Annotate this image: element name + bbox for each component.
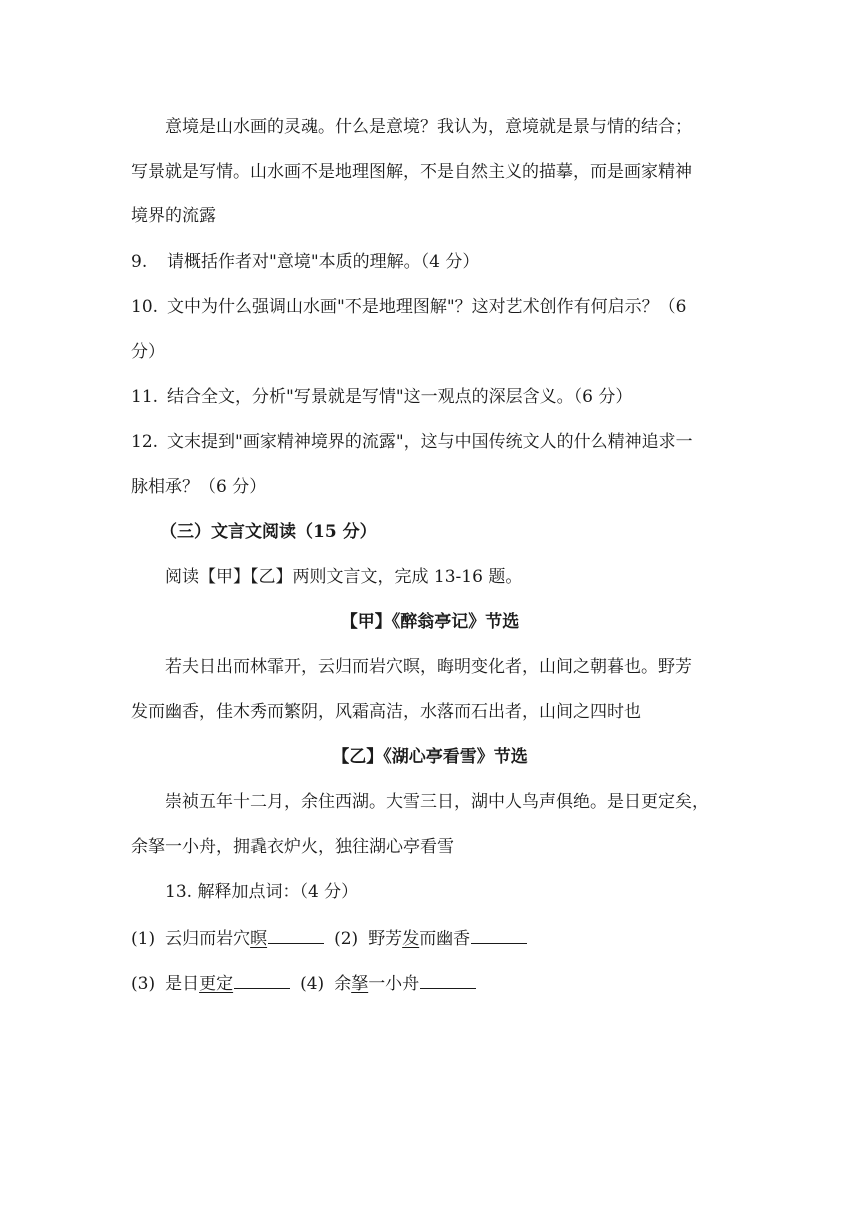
q13-item-1-number: (1): [131, 929, 156, 949]
passage-line-3: 境界的流露: [131, 206, 216, 226]
q13-item-3-answer-blank[interactable]: [234, 972, 290, 989]
section-3-heading: （三）文言文阅读（15 分）: [160, 522, 377, 542]
q13-item-4-after: 一小舟: [368, 974, 420, 994]
question-9: [131, 251, 479, 273]
text-yi-title: 【乙】《湖心亭看雪》节选: [332, 747, 528, 767]
q13-item-4-answer-blank[interactable]: [420, 972, 476, 989]
question-13-heading: 13. 解释加点词：（4 分）: [165, 882, 359, 902]
question-10-continued: 分）: [131, 342, 165, 362]
q13-item-3-before: 是日: [165, 974, 200, 994]
text-jia-line-1: 若夫日出而林霏开，云归而岩穴暝，晦明变化者，山间之朝暮也。野芳: [165, 657, 692, 677]
q13-item-1-answer-blank[interactable]: [268, 927, 324, 944]
q13-item-4-before: 余: [334, 974, 352, 994]
question-13-row-1: [131, 927, 527, 949]
question-9-text: 请概括作者对"意境"本质的理解。（4 分）: [167, 252, 480, 272]
question-11-number: 11.: [131, 387, 159, 407]
q13-item-2-after: 而幽香: [419, 929, 471, 949]
q13-item-2-before: 野芳: [368, 929, 403, 949]
passage-line-1: 意境是山水画的灵魂。什么是意境？我认为，意境就是景与情的结合；: [165, 117, 692, 137]
q13-item-1-word: 暝: [250, 929, 268, 949]
question-12-continued: 脉相承？（6 分）: [131, 477, 267, 497]
question-9-number: 9.: [131, 252, 148, 272]
q13-item-2-word: 发: [402, 929, 420, 949]
q13-item-2-answer-blank[interactable]: [471, 927, 527, 944]
section-3-intro: 阅读【甲】【乙】两则文言文，完成 13-16 题。: [165, 567, 523, 587]
q13-item-4-word: 拏: [351, 974, 369, 994]
question-10-text: 文中为什么强调山水画"不是地理图解"？这对艺术创作有何启示？（6: [167, 297, 687, 317]
q13-item-3-word: 更定: [199, 974, 234, 994]
question-12-number: 12.: [131, 432, 159, 452]
passage-line-2: 写景就是写情。山水画不是地理图解，不是自然主义的描摹，而是画家精神: [131, 162, 692, 182]
q13-item-4-number: (4): [300, 974, 325, 994]
text-jia-title: 【甲】《醉翁亭记》节选: [340, 612, 520, 632]
q13-item-3-number: (3): [131, 974, 156, 994]
question-11-text: 结合全文，分析"写景就是写情"这一观点的深层含义。（6 分）: [167, 387, 633, 407]
question-11: [131, 386, 632, 408]
q13-item-2-number: (2): [334, 929, 359, 949]
question-10-number: 10.: [131, 297, 159, 317]
question-12: [131, 431, 693, 453]
q13-item-1-before: 云归而岩穴: [165, 929, 251, 949]
text-yi-line-1: 崇祯五年十二月，余住西湖。大雪三日，湖中人鸟声俱绝。是日更定矣，: [165, 792, 709, 812]
text-yi-line-2: 余拏一小舟，拥毳衣炉火，独往湖心亭看雪: [131, 837, 454, 857]
question-13-row-2: [131, 972, 476, 994]
question-12-text: 文末提到"画家精神境界的流露"，这与中国传统文人的什么精神追求一: [167, 432, 693, 452]
text-jia-line-2: 发而幽香，佳木秀而繁阴，风霜高洁，水落而石出者，山间之四时也: [131, 702, 641, 722]
question-10: [131, 296, 686, 318]
